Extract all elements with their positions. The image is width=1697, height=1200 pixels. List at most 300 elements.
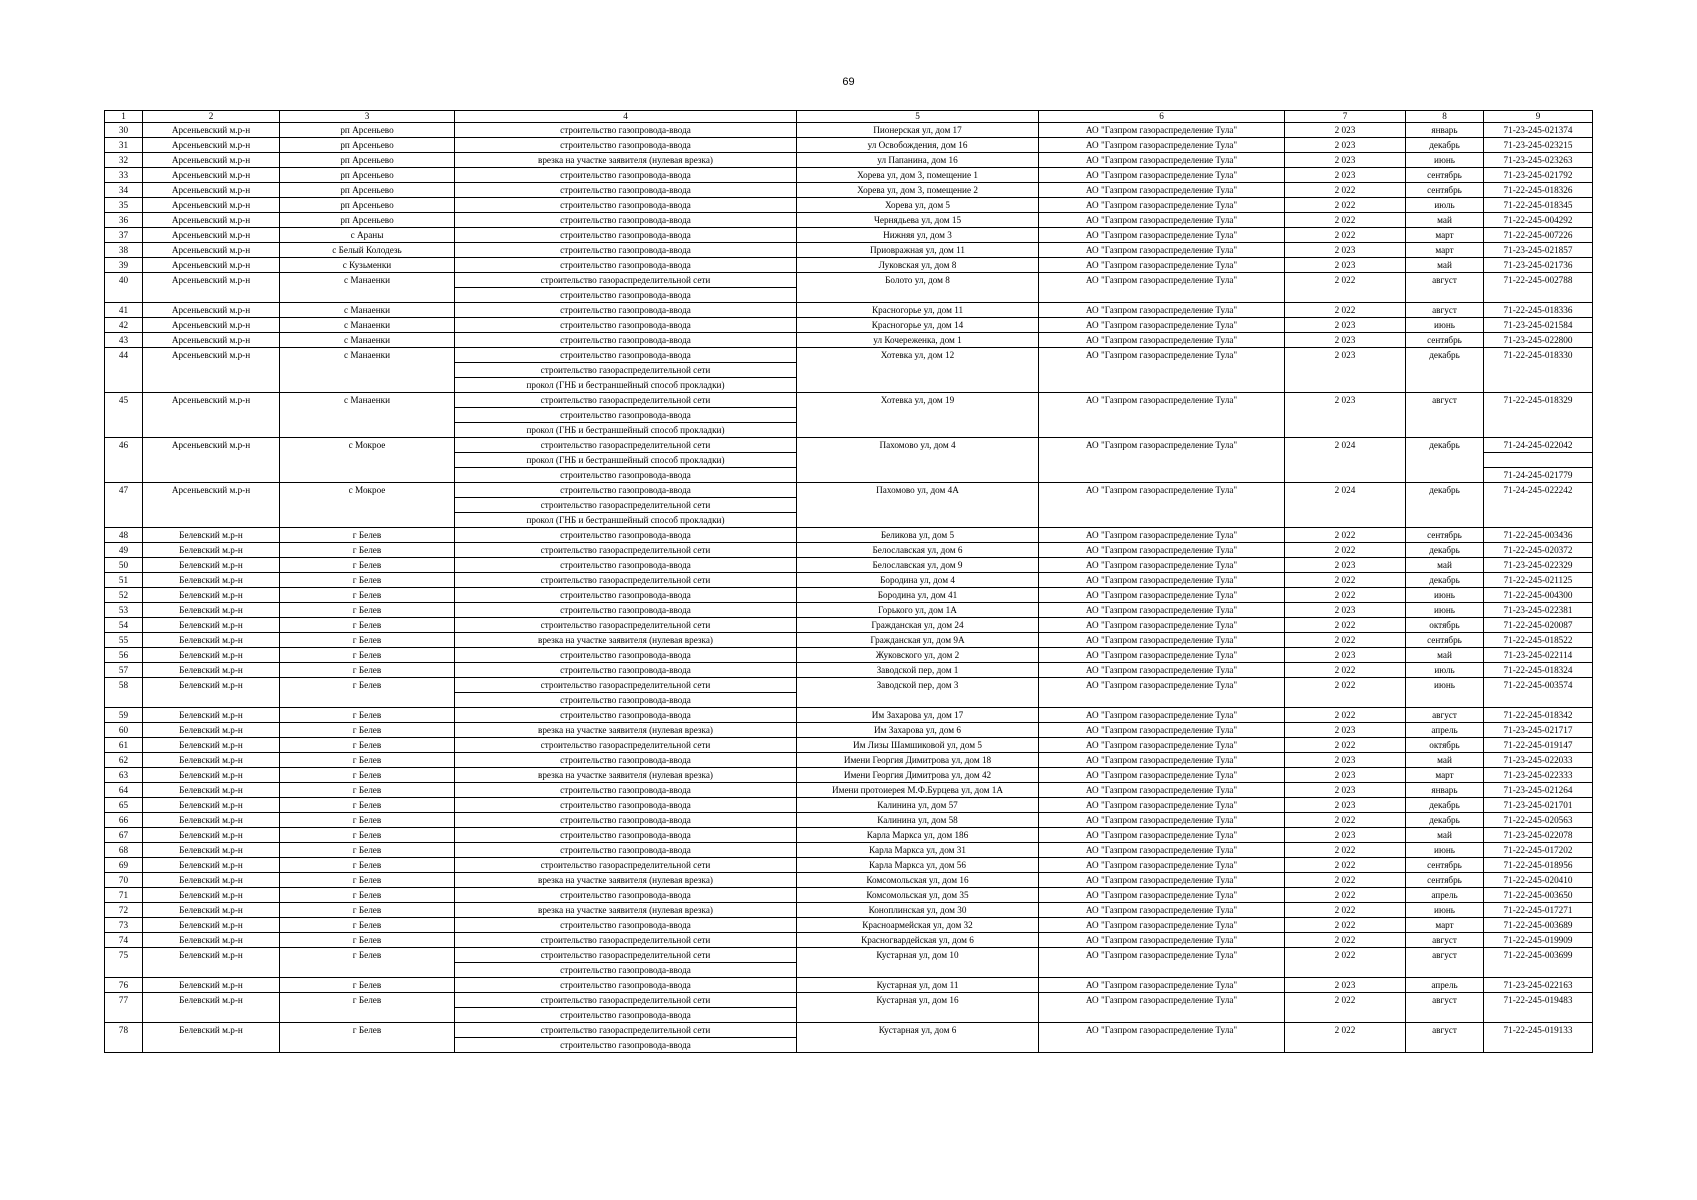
- month-cell: сентябрь: [1406, 183, 1484, 198]
- organization-cell: АО "Газпром газораспределение Тула": [1039, 678, 1285, 693]
- locality-cell: с Манаенки: [280, 348, 455, 363]
- month-cell: апрель: [1406, 888, 1484, 903]
- organization-cell: АО "Газпром газораспределение Тула": [1039, 438, 1285, 453]
- application-code-cell: [1484, 363, 1593, 378]
- district-cell: Белевский м.р-н: [143, 528, 280, 543]
- work-type-cell: врезка на участке заявителя (нулевая врезка): [455, 903, 797, 918]
- application-code-cell: 71-23-245-021857: [1484, 243, 1593, 258]
- work-type-cell: строительство газопровода-ввода: [455, 918, 797, 933]
- application-code-cell: 71-23-245-021264: [1484, 783, 1593, 798]
- locality-cell: г Белев: [280, 768, 455, 783]
- application-code-cell: [1484, 1008, 1593, 1023]
- district-cell: [143, 408, 280, 423]
- application-code-cell: 71-22-245-017271: [1484, 903, 1593, 918]
- district-cell: Белевский м.р-н: [143, 873, 280, 888]
- application-code-cell: 71-23-245-022114: [1484, 648, 1593, 663]
- month-cell: январь: [1406, 123, 1484, 138]
- table-row: [105, 1008, 1593, 1023]
- row-number-cell: 77: [105, 993, 143, 1008]
- month-cell: август: [1406, 393, 1484, 408]
- organization-cell: [1039, 513, 1285, 528]
- organization-cell: АО "Газпром газораспределение Тула": [1039, 528, 1285, 543]
- year-cell: 2 023: [1285, 978, 1406, 993]
- month-cell: июнь: [1406, 588, 1484, 603]
- locality-cell: г Белев: [280, 873, 455, 888]
- locality-cell: [280, 468, 455, 483]
- year-cell: 2 024: [1285, 438, 1406, 453]
- page-number: 69: [842, 76, 855, 88]
- locality-cell: г Белев: [280, 843, 455, 858]
- table-row: [105, 558, 1593, 573]
- year-cell: [1285, 693, 1406, 708]
- district-cell: [143, 498, 280, 513]
- application-code-cell: [1484, 963, 1593, 978]
- district-cell: Белевский м.р-н: [143, 738, 280, 753]
- table-row: [105, 813, 1593, 828]
- district-cell: Арсеньевский м.р-н: [143, 483, 280, 498]
- organization-cell: АО "Газпром газораспределение Тула": [1039, 933, 1285, 948]
- application-code-cell: 71-22-245-018329: [1484, 393, 1593, 408]
- organization-cell: АО "Газпром газораспределение Тула": [1039, 618, 1285, 633]
- address-cell: [797, 468, 1039, 483]
- month-cell: сентябрь: [1406, 168, 1484, 183]
- application-code-cell: 71-22-245-002788: [1484, 273, 1593, 288]
- organization-cell: [1039, 288, 1285, 303]
- locality-cell: [280, 423, 455, 438]
- year-cell: 2 023: [1285, 348, 1406, 363]
- row-number-cell: 75: [105, 948, 143, 963]
- work-type-cell: строительство газопровода-ввода: [455, 603, 797, 618]
- month-cell: август: [1406, 1023, 1484, 1038]
- district-cell: Белевский м.р-н: [143, 573, 280, 588]
- month-cell: декабрь: [1406, 438, 1484, 453]
- work-type-cell: строительство газопровода-ввода: [455, 693, 797, 708]
- month-cell: май: [1406, 258, 1484, 273]
- locality-cell: [280, 513, 455, 528]
- address-cell: Хотевка ул, дом 12: [797, 348, 1039, 363]
- year-cell: 2 023: [1285, 123, 1406, 138]
- month-cell: [1406, 498, 1484, 513]
- address-cell: [797, 453, 1039, 468]
- locality-cell: с Манаенки: [280, 318, 455, 333]
- organization-cell: АО "Газпром газораспределение Тула": [1039, 918, 1285, 933]
- year-cell: 2 022: [1285, 948, 1406, 963]
- address-cell: [797, 693, 1039, 708]
- row-number-cell: 34: [105, 183, 143, 198]
- table-row: [105, 393, 1593, 408]
- locality-cell: [280, 378, 455, 393]
- work-type-cell: врезка на участке заявителя (нулевая врезка): [455, 153, 797, 168]
- organization-cell: [1039, 963, 1285, 978]
- locality-cell: с Мокрое: [280, 483, 455, 498]
- month-cell: сентябрь: [1406, 633, 1484, 648]
- row-number-cell: 64: [105, 783, 143, 798]
- year-cell: 2 022: [1285, 888, 1406, 903]
- year-cell: 2 022: [1285, 633, 1406, 648]
- month-cell: август: [1406, 708, 1484, 723]
- organization-cell: АО "Газпром газораспределение Тула": [1039, 573, 1285, 588]
- month-cell: [1406, 963, 1484, 978]
- work-type-cell: строительство газопровода-ввода: [455, 258, 797, 273]
- work-type-cell: врезка на участке заявителя (нулевая врезка): [455, 873, 797, 888]
- organization-cell: АО "Газпром газораспределение Тула": [1039, 393, 1285, 408]
- year-cell: 2 023: [1285, 393, 1406, 408]
- month-cell: август: [1406, 303, 1484, 318]
- application-code-cell: 71-23-245-021792: [1484, 168, 1593, 183]
- locality-cell: г Белев: [280, 948, 455, 963]
- locality-cell: с Мокрое: [280, 438, 455, 453]
- application-code-cell: 71-22-245-019147: [1484, 738, 1593, 753]
- year-cell: 2 022: [1285, 813, 1406, 828]
- district-cell: Арсеньевский м.р-н: [143, 138, 280, 153]
- application-code-cell: 71-23-245-022078: [1484, 828, 1593, 843]
- organization-cell: АО "Газпром газораспределение Тула": [1039, 663, 1285, 678]
- locality-cell: рп Арсеньево: [280, 183, 455, 198]
- district-cell: Арсеньевский м.р-н: [143, 153, 280, 168]
- work-type-cell: строительство газораспределительной сети: [455, 438, 797, 453]
- work-type-cell: строительство газопровода-ввода: [455, 828, 797, 843]
- district-cell: [143, 423, 280, 438]
- address-cell: Красногвардейская ул, дом 6: [797, 933, 1039, 948]
- work-type-cell: строительство газопровода-ввода: [455, 708, 797, 723]
- locality-cell: с Кузьменки: [280, 258, 455, 273]
- district-cell: Белевский м.р-н: [143, 768, 280, 783]
- table-row: [105, 993, 1593, 1008]
- table-row: [105, 303, 1593, 318]
- month-cell: апрель: [1406, 978, 1484, 993]
- address-cell: Карла Маркса ул, дом 31: [797, 843, 1039, 858]
- table-row: [105, 408, 1593, 423]
- work-type-cell: строительство газопровода-ввода: [455, 138, 797, 153]
- month-cell: декабрь: [1406, 813, 1484, 828]
- district-cell: Белевский м.р-н: [143, 903, 280, 918]
- year-cell: 2 022: [1285, 183, 1406, 198]
- table-row: [105, 648, 1593, 663]
- district-cell: Белевский м.р-н: [143, 888, 280, 903]
- district-cell: Белевский м.р-н: [143, 813, 280, 828]
- district-cell: Белевский м.р-н: [143, 618, 280, 633]
- row-number-cell: 33: [105, 168, 143, 183]
- table-row: [105, 288, 1593, 303]
- table-row: [105, 318, 1593, 333]
- locality-cell: с Манаенки: [280, 303, 455, 318]
- work-type-cell: прокол (ГНБ и бестраншейный способ прокладки): [455, 423, 797, 438]
- row-number-cell: 72: [105, 903, 143, 918]
- row-number-cell: 73: [105, 918, 143, 933]
- year-cell: 2 023: [1285, 153, 1406, 168]
- organization-cell: АО "Газпром газораспределение Тула": [1039, 228, 1285, 243]
- year-cell: 2 023: [1285, 243, 1406, 258]
- work-type-cell: строительство газораспределительной сети: [455, 363, 797, 378]
- table-row: [105, 978, 1593, 993]
- address-cell: Хорева ул, дом 5: [797, 198, 1039, 213]
- month-cell: март: [1406, 768, 1484, 783]
- organization-cell: АО "Газпром газораспределение Тула": [1039, 483, 1285, 498]
- address-cell: Гражданская ул, дом 9А: [797, 633, 1039, 648]
- district-cell: Арсеньевский м.р-н: [143, 393, 280, 408]
- district-cell: Белевский м.р-н: [143, 558, 280, 573]
- district-cell: [143, 693, 280, 708]
- table-row: [105, 378, 1593, 393]
- year-cell: 2 023: [1285, 333, 1406, 348]
- locality-cell: г Белев: [280, 933, 455, 948]
- district-cell: Белевский м.р-н: [143, 978, 280, 993]
- application-code-cell: 71-22-245-019133: [1484, 1023, 1593, 1038]
- row-number-cell: [105, 498, 143, 513]
- row-number-cell: 44: [105, 348, 143, 363]
- row-number-cell: 35: [105, 198, 143, 213]
- work-type-cell: строительство газопровода-ввода: [455, 1038, 797, 1053]
- district-cell: Арсеньевский м.р-н: [143, 318, 280, 333]
- month-cell: декабрь: [1406, 798, 1484, 813]
- address-cell: Хотевка ул, дом 19: [797, 393, 1039, 408]
- application-code-cell: 71-22-245-003436: [1484, 528, 1593, 543]
- table-row: [105, 723, 1593, 738]
- column-number: 5: [797, 111, 1039, 123]
- table-row: [105, 873, 1593, 888]
- organization-cell: [1039, 1008, 1285, 1023]
- address-cell: [797, 408, 1039, 423]
- application-code-cell: [1484, 513, 1593, 528]
- row-number-cell: 39: [105, 258, 143, 273]
- work-type-cell: врезка на участке заявителя (нулевая врезка): [455, 768, 797, 783]
- year-cell: 2 022: [1285, 738, 1406, 753]
- district-cell: Белевский м.р-н: [143, 993, 280, 1008]
- row-number-cell: 46: [105, 438, 143, 453]
- district-cell: [143, 1038, 280, 1053]
- table-row: [105, 423, 1593, 438]
- table-row: [105, 258, 1593, 273]
- district-cell: Белевский м.р-н: [143, 753, 280, 768]
- table-row: [105, 168, 1593, 183]
- application-code-cell: [1484, 453, 1593, 468]
- locality-cell: [280, 1008, 455, 1023]
- locality-cell: [280, 453, 455, 468]
- locality-cell: г Белев: [280, 663, 455, 678]
- column-number: 4: [455, 111, 797, 123]
- district-cell: Белевский м.р-н: [143, 633, 280, 648]
- row-number-cell: 40: [105, 273, 143, 288]
- row-number-cell: 50: [105, 558, 143, 573]
- work-type-cell: строительство газораспределительной сети: [455, 948, 797, 963]
- district-cell: Белевский м.р-н: [143, 843, 280, 858]
- column-number: 7: [1285, 111, 1406, 123]
- application-code-cell: 71-22-245-003699: [1484, 948, 1593, 963]
- district-cell: Арсеньевский м.р-н: [143, 303, 280, 318]
- row-number-cell: [105, 513, 143, 528]
- application-code-cell: 71-23-245-023215: [1484, 138, 1593, 153]
- locality-cell: с Араны: [280, 228, 455, 243]
- work-type-cell: строительство газораспределительной сети: [455, 498, 797, 513]
- year-cell: 2 022: [1285, 303, 1406, 318]
- locality-cell: г Белев: [280, 648, 455, 663]
- organization-cell: АО "Газпром газораспределение Тула": [1039, 348, 1285, 363]
- organization-cell: АО "Газпром газораспределение Тула": [1039, 948, 1285, 963]
- district-cell: Белевский м.р-н: [143, 858, 280, 873]
- table-row: [105, 573, 1593, 588]
- table-row: [105, 153, 1593, 168]
- address-cell: Комсомольская ул, дом 16: [797, 873, 1039, 888]
- application-code-cell: 71-22-245-020563: [1484, 813, 1593, 828]
- address-cell: Карла Маркса ул, дом 186: [797, 828, 1039, 843]
- address-cell: Белославская ул, дом 6: [797, 543, 1039, 558]
- row-number-cell: 59: [105, 708, 143, 723]
- district-cell: Арсеньевский м.р-н: [143, 228, 280, 243]
- organization-cell: АО "Газпром газораспределение Тула": [1039, 153, 1285, 168]
- column-number: 1: [105, 111, 143, 123]
- row-number-cell: 41: [105, 303, 143, 318]
- organization-cell: [1039, 408, 1285, 423]
- year-cell: 2 023: [1285, 723, 1406, 738]
- table-row: [105, 903, 1593, 918]
- row-number-cell: [105, 1038, 143, 1053]
- work-type-cell: строительство газораспределительной сети: [455, 543, 797, 558]
- table-row: [105, 123, 1593, 138]
- month-cell: июль: [1406, 663, 1484, 678]
- district-cell: Белевский м.р-н: [143, 1023, 280, 1038]
- month-cell: август: [1406, 933, 1484, 948]
- table-row: [105, 348, 1593, 363]
- year-cell: 2 022: [1285, 903, 1406, 918]
- district-cell: [143, 363, 280, 378]
- table-row: [105, 453, 1593, 468]
- locality-cell: г Белев: [280, 903, 455, 918]
- address-cell: Пахомово ул, дом 4А: [797, 483, 1039, 498]
- work-type-cell: строительство газопровода-ввода: [455, 978, 797, 993]
- year-cell: 2 022: [1285, 573, 1406, 588]
- locality-cell: с Манаенки: [280, 393, 455, 408]
- row-number-cell: 62: [105, 753, 143, 768]
- row-number-cell: 49: [105, 543, 143, 558]
- locality-cell: рп Арсеньево: [280, 123, 455, 138]
- address-cell: [797, 288, 1039, 303]
- table-row: [105, 768, 1593, 783]
- work-type-cell: строительство газораспределительной сети: [455, 858, 797, 873]
- locality-cell: [280, 693, 455, 708]
- address-cell: Беликова ул, дом 5: [797, 528, 1039, 543]
- row-number-cell: 74: [105, 933, 143, 948]
- table-row: [105, 708, 1593, 723]
- month-cell: [1406, 453, 1484, 468]
- locality-cell: г Белев: [280, 603, 455, 618]
- address-cell: [797, 363, 1039, 378]
- address-cell: Им Захарова ул, дом 17: [797, 708, 1039, 723]
- table-row: [105, 138, 1593, 153]
- month-cell: сентябрь: [1406, 528, 1484, 543]
- application-code-cell: 71-22-245-018326: [1484, 183, 1593, 198]
- table-row: [105, 1038, 1593, 1053]
- district-cell: Белевский м.р-н: [143, 948, 280, 963]
- address-cell: [797, 963, 1039, 978]
- month-cell: [1406, 513, 1484, 528]
- year-cell: 2 023: [1285, 798, 1406, 813]
- application-code-cell: 71-22-245-004300: [1484, 588, 1593, 603]
- application-code-cell: 71-24-245-022042: [1484, 438, 1593, 453]
- district-cell: Белевский м.р-н: [143, 918, 280, 933]
- district-cell: Арсеньевский м.р-н: [143, 273, 280, 288]
- work-type-cell: строительство газораспределительной сети: [455, 678, 797, 693]
- address-cell: Калинина ул, дом 57: [797, 798, 1039, 813]
- row-number-cell: 30: [105, 123, 143, 138]
- district-cell: Белевский м.р-н: [143, 783, 280, 798]
- organization-cell: АО "Газпром газораспределение Тула": [1039, 633, 1285, 648]
- work-type-cell: строительство газопровода-ввода: [455, 528, 797, 543]
- organization-cell: АО "Газпром газораспределение Тула": [1039, 333, 1285, 348]
- application-code-cell: 71-23-245-022163: [1484, 978, 1593, 993]
- work-type-cell: строительство газопровода-ввода: [455, 588, 797, 603]
- work-type-cell: строительство газопровода-ввода: [455, 648, 797, 663]
- application-code-cell: 71-22-245-018345: [1484, 198, 1593, 213]
- table-row: [105, 753, 1593, 768]
- work-type-cell: строительство газопровода-ввода: [455, 1008, 797, 1023]
- address-cell: [797, 423, 1039, 438]
- table-row: [105, 843, 1593, 858]
- table-row: [105, 798, 1593, 813]
- locality-cell: г Белев: [280, 918, 455, 933]
- address-cell: Чернядьева ул, дом 15: [797, 213, 1039, 228]
- column-number: 6: [1039, 111, 1285, 123]
- application-code-cell: [1484, 378, 1593, 393]
- organization-cell: АО "Газпром газораспределение Тула": [1039, 258, 1285, 273]
- month-cell: май: [1406, 213, 1484, 228]
- work-type-cell: врезка на участке заявителя (нулевая врезка): [455, 633, 797, 648]
- table-row: [105, 663, 1593, 678]
- locality-cell: [280, 963, 455, 978]
- row-number-cell: 42: [105, 318, 143, 333]
- month-cell: сентябрь: [1406, 873, 1484, 888]
- address-cell: Комсомольская ул, дом 35: [797, 888, 1039, 903]
- application-code-cell: 71-22-245-020372: [1484, 543, 1593, 558]
- district-cell: Белевский м.р-н: [143, 933, 280, 948]
- address-cell: Пионерская ул, дом 17: [797, 123, 1039, 138]
- table-row: [105, 468, 1593, 483]
- row-number-cell: [105, 963, 143, 978]
- locality-cell: г Белев: [280, 723, 455, 738]
- organization-cell: АО "Газпром газораспределение Тула": [1039, 828, 1285, 843]
- year-cell: 2 022: [1285, 618, 1406, 633]
- address-cell: Болото ул, дом 8: [797, 273, 1039, 288]
- organization-cell: АО "Газпром газораспределение Тула": [1039, 213, 1285, 228]
- address-cell: Хорева ул, дом 3, помещение 2: [797, 183, 1039, 198]
- district-cell: Арсеньевский м.р-н: [143, 213, 280, 228]
- organization-cell: [1039, 378, 1285, 393]
- month-cell: декабрь: [1406, 483, 1484, 498]
- organization-cell: АО "Газпром газораспределение Тула": [1039, 843, 1285, 858]
- table-row: [105, 483, 1593, 498]
- work-type-cell: строительство газопровода-ввода: [455, 183, 797, 198]
- table-row: [105, 783, 1593, 798]
- row-number-cell: [105, 378, 143, 393]
- application-code-cell: 71-22-245-018324: [1484, 663, 1593, 678]
- application-code-cell: [1484, 288, 1593, 303]
- work-type-cell: строительство газопровода-ввода: [455, 783, 797, 798]
- address-cell: Имени Георгия Димитрова ул, дом 18: [797, 753, 1039, 768]
- application-code-cell: 71-22-245-004292: [1484, 213, 1593, 228]
- address-cell: ул Папанина, дом 16: [797, 153, 1039, 168]
- work-type-cell: строительство газопровода-ввода: [455, 558, 797, 573]
- district-cell: Арсеньевский м.р-н: [143, 333, 280, 348]
- application-code-cell: [1484, 693, 1593, 708]
- month-cell: июнь: [1406, 318, 1484, 333]
- application-code-cell: 71-23-245-023263: [1484, 153, 1593, 168]
- year-cell: [1285, 1008, 1406, 1023]
- column-number: 8: [1406, 111, 1484, 123]
- year-cell: 2 023: [1285, 783, 1406, 798]
- row-number-cell: 71: [105, 888, 143, 903]
- year-cell: 2 022: [1285, 588, 1406, 603]
- row-number-cell: [105, 423, 143, 438]
- year-cell: 2 023: [1285, 828, 1406, 843]
